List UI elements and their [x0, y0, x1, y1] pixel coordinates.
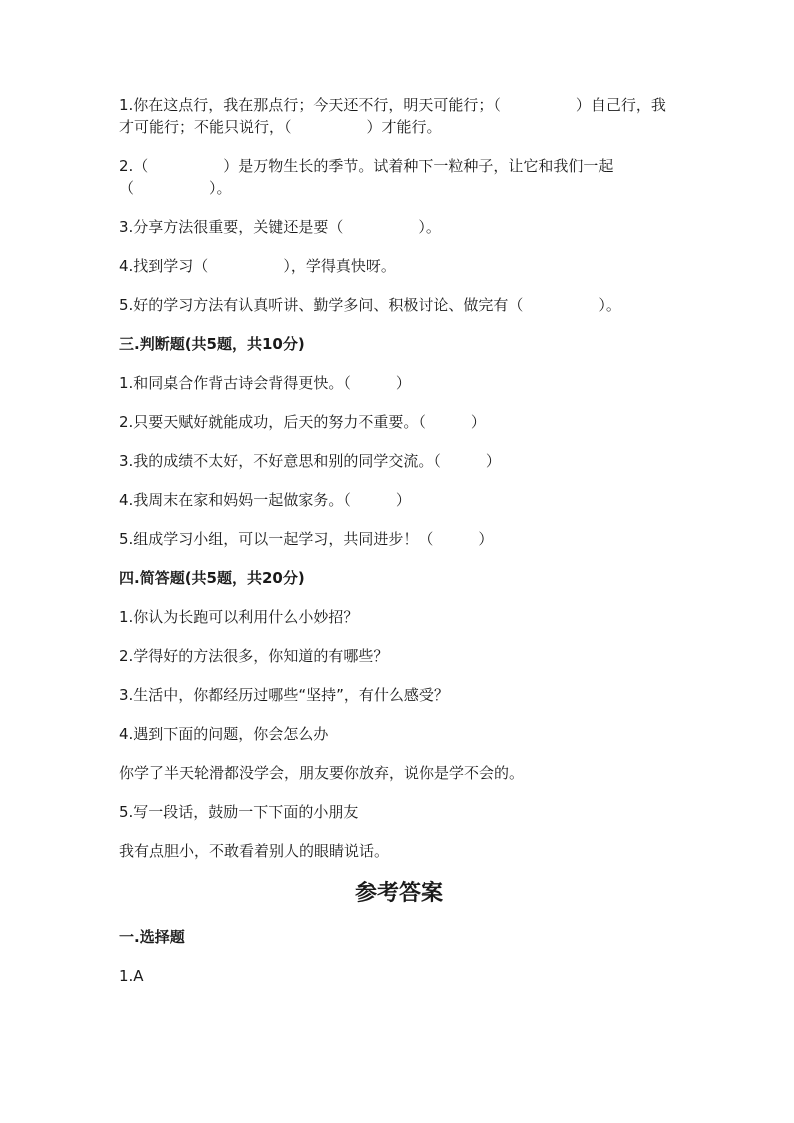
answer-section-1-title: 一.选择题 [119, 928, 185, 946]
short-section-title: 四.简答题(共5题，共20分) [119, 569, 305, 587]
fill-question-5: 5.好的学习方法有认真听讲、勤学多问、积极讨论、做完有（ ）。 [119, 296, 621, 314]
short-question-4-detail: 你学了半天轮滑都没学会，朋友要你放弃，说你是学不会的。 [119, 764, 525, 782]
fill-question-3: 3.分享方法很重要，关键还是要（ ）。 [119, 218, 441, 236]
judge-question-4: 4.我周末在家和妈妈一起做家务。（ ） [119, 491, 411, 509]
exam-page [119, 94, 679, 1004]
judge-section-title: 三.判断题(共5题，共10分) [119, 335, 305, 353]
answer-key-title: 参考答案 [354, 881, 443, 906]
answer-1: 1.A [119, 967, 144, 985]
short-question-2: 2.学得好的方法很多，你知道的有哪些？ [119, 647, 389, 665]
fill-question-1: 1.你在这点行，我在那点行；今天还不行，明天可能行；（ ）自己行，我才可能行；不能只说行，（ ）才能行。 [119, 96, 666, 136]
short-question-5-detail: 我有点胆小，不敢看着别人的眼睛说话。 [119, 842, 390, 860]
fill-question-2: 2.（ ）是万物生长的季节。试着种下一粒种子，让它和我们一起（ ）。 [119, 157, 614, 197]
fill-question-4: 4.找到学习（ ），学得真快呀。 [119, 257, 396, 275]
short-question-1: 1.你认为长跑可以利用什么小妙招？ [119, 608, 359, 626]
judge-question-5: 5.组成学习小组，可以一起学习，共同进步！（ ） [119, 530, 494, 548]
judge-question-2: 2.只要天赋好就能成功，后天的努力不重要。（ ） [119, 413, 486, 431]
short-question-3: 3.生活中，你都经历过哪些“坚持”，有什么感受？ [119, 686, 449, 704]
judge-question-1: 1.和同桌合作背古诗会背得更快。（ ） [119, 374, 411, 392]
short-question-5: 5.写一段话，鼓励一下下面的小朋友 [119, 803, 359, 821]
judge-question-3: 3.我的成绩不太好，不好意思和别的同学交流。（ ） [119, 452, 501, 470]
short-question-4: 4.遇到下面的问题，你会怎么办 [119, 725, 329, 743]
